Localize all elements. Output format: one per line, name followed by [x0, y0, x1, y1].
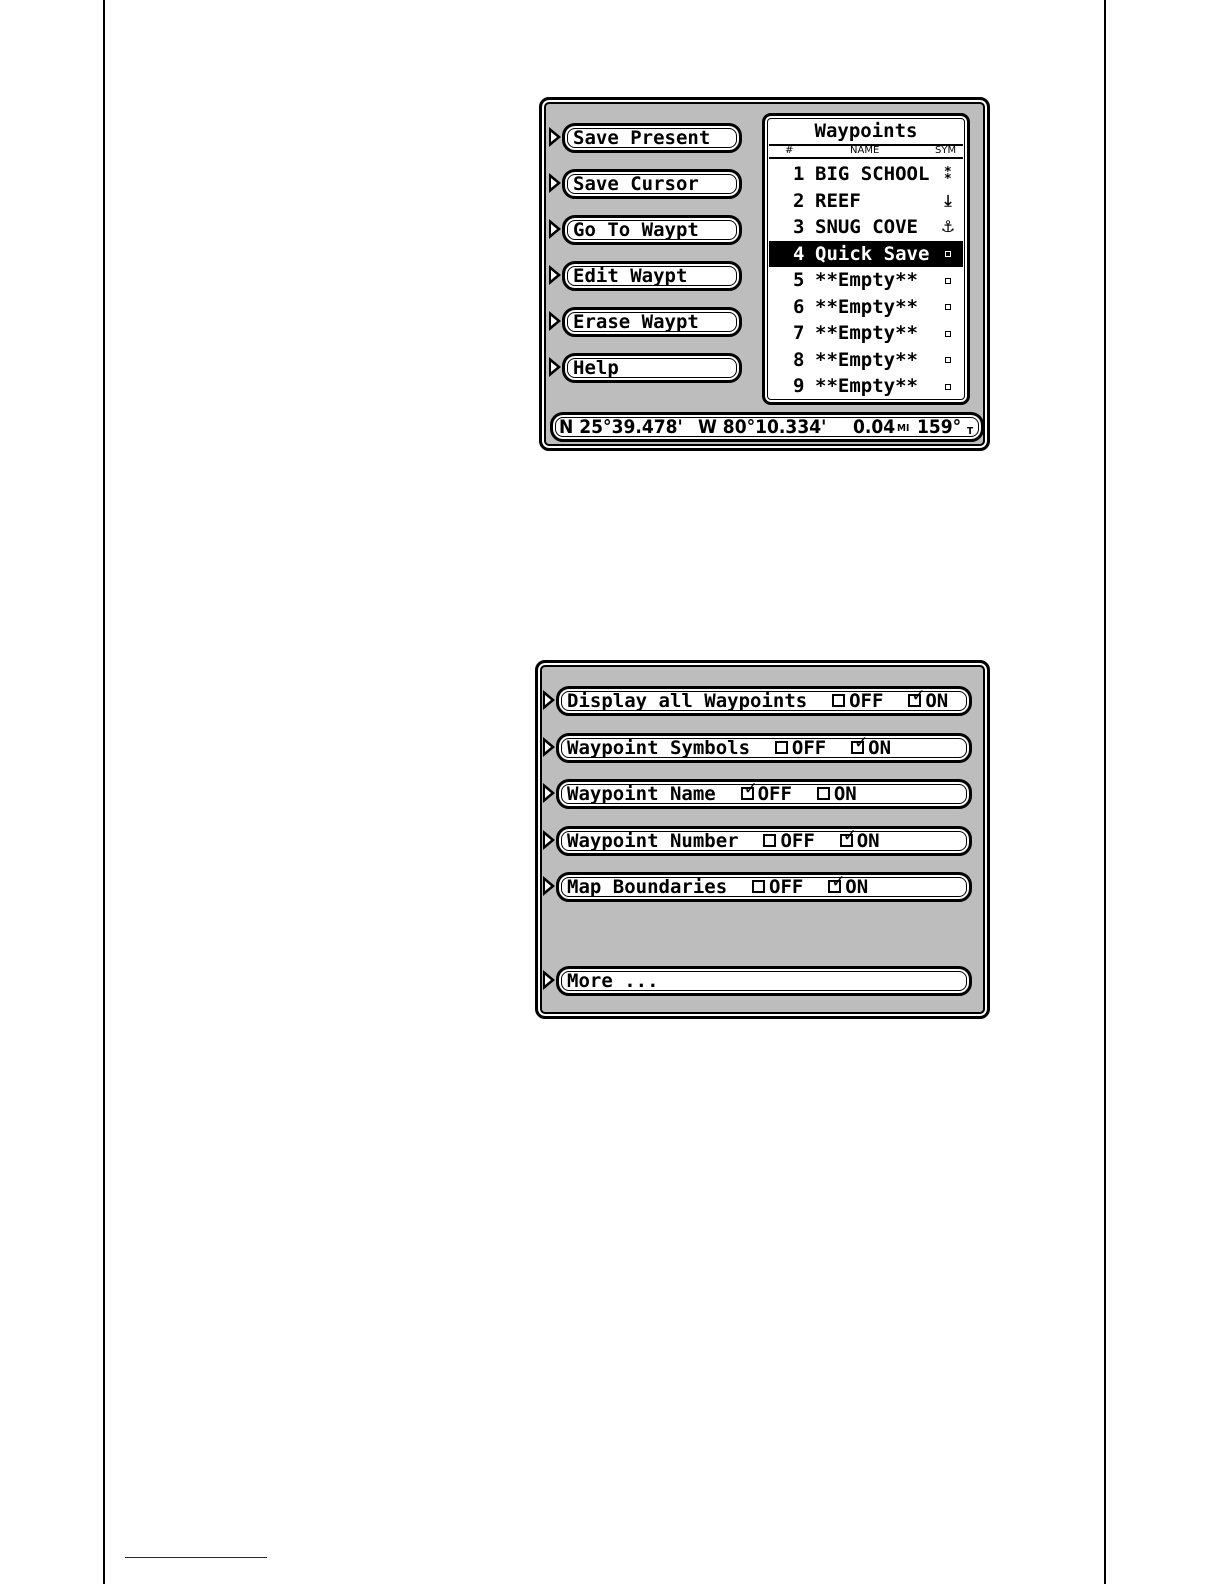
column-header-number: #	[785, 145, 794, 156]
more-button[interactable]: More ...	[556, 966, 972, 996]
off-label: OFF	[769, 876, 804, 898]
menu-arrow-icon	[549, 219, 561, 239]
page-margin-line-left	[103, 0, 105, 1584]
waypoint-list-title: Waypoints	[814, 120, 918, 142]
edit-waypoint-button[interactable]: Edit Waypt	[562, 261, 742, 291]
waypoint-row[interactable]	[769, 347, 963, 373]
waypoint-number: 1	[793, 163, 805, 185]
dot-icon	[939, 373, 957, 399]
bearing-readout: 159°	[917, 416, 962, 438]
option-toggle-button[interactable]	[556, 733, 972, 763]
distance-readout: 0.04	[853, 416, 896, 438]
position-status-bar	[550, 412, 984, 442]
erase-waypoint-button[interactable]: Erase Waypt	[562, 307, 742, 337]
on-label: ON	[833, 783, 857, 805]
waypoint-row[interactable]	[769, 320, 963, 346]
menu-arrow-icon	[543, 783, 555, 803]
waypoint-row[interactable]	[769, 241, 963, 267]
on-label: ON	[845, 876, 869, 898]
menu-arrow-icon	[549, 311, 561, 331]
waypoint-menu-screen	[539, 97, 990, 451]
waypoint-row[interactable]	[769, 188, 963, 214]
waypoint-name: Quick Save	[815, 242, 930, 265]
waypoint-number: 5	[793, 269, 805, 291]
on-checkbox[interactable]	[817, 787, 830, 800]
menu-arrow-icon	[549, 173, 561, 193]
on-checkbox[interactable]	[851, 741, 864, 754]
menu-arrow-icon	[543, 737, 555, 757]
on-checkbox[interactable]	[840, 834, 853, 847]
option-label: Waypoint Symbols	[567, 736, 751, 759]
reef-icon: ⤓	[944, 190, 952, 210]
on-checkbox[interactable]	[828, 880, 841, 893]
waypoint-number: 8	[793, 348, 805, 371]
fish-school-icon: ⁑	[943, 164, 953, 183]
bearing-unit: T	[967, 426, 974, 437]
save-present-button[interactable]: Save Present	[562, 123, 742, 153]
option-toggle-button[interactable]	[556, 686, 972, 716]
dot-icon	[939, 267, 957, 293]
option-toggle-button[interactable]	[556, 872, 972, 902]
waypoint-name: **Empty**	[815, 322, 918, 344]
off-label: OFF	[791, 736, 827, 759]
divider	[769, 157, 963, 159]
waypoint-row[interactable]	[769, 214, 963, 240]
column-header-symbol: SYM	[935, 145, 957, 156]
waypoint-row[interactable]	[769, 161, 963, 187]
waypoint-name: **Empty**	[815, 348, 918, 371]
page-margin-line-right	[1104, 0, 1106, 1584]
off-checkbox[interactable]	[832, 694, 845, 707]
waypoint-row[interactable]	[769, 294, 963, 320]
off-checkbox[interactable]	[775, 741, 788, 754]
off-label: OFF	[757, 783, 792, 805]
off-label: OFF	[849, 690, 884, 712]
waypoint-list-panel	[762, 113, 970, 405]
menu-arrow-icon	[549, 265, 561, 285]
dot-icon	[939, 320, 957, 346]
dot-icon	[939, 347, 957, 373]
off-label: OFF	[780, 829, 815, 852]
on-label: ON	[868, 736, 892, 759]
on-label: ON	[925, 690, 949, 712]
option-toggle-button[interactable]	[556, 779, 972, 809]
waypoint-name: **Empty**	[815, 269, 918, 291]
longitude-readout: W 80°10.334'	[698, 416, 827, 438]
option-label: Display all Waypoints	[567, 690, 808, 712]
help-button[interactable]: Help	[562, 353, 742, 383]
waypoint-number: 2	[793, 189, 805, 212]
anchor-icon: ⚓	[940, 217, 956, 236]
menu-arrow-icon	[543, 876, 555, 896]
waypoint-name: SNUG COVE	[815, 216, 918, 238]
option-label: Waypoint Name	[567, 783, 716, 805]
waypoint-number: 3	[793, 216, 805, 238]
waypoint-row[interactable]	[769, 267, 963, 293]
waypoint-name: **Empty**	[815, 295, 918, 318]
menu-arrow-icon	[543, 690, 555, 710]
menu-arrow-icon	[543, 970, 555, 990]
footnote-separator	[125, 1557, 267, 1558]
waypoint-name: **Empty**	[815, 375, 918, 397]
latitude-readout: N 25°39.478'	[559, 416, 683, 438]
save-cursor-button[interactable]: Save Cursor	[562, 169, 742, 199]
waypoint-number: 6	[793, 295, 805, 318]
waypoint-number: 7	[793, 322, 805, 344]
option-label: Map Boundaries	[567, 876, 728, 898]
menu-arrow-icon	[549, 357, 561, 377]
off-checkbox[interactable]	[741, 787, 754, 800]
option-toggle-button[interactable]	[556, 826, 972, 856]
go-to-waypoint-button[interactable]: Go To Waypt	[562, 215, 742, 245]
column-header-name: NAME	[850, 145, 880, 156]
off-checkbox[interactable]	[752, 880, 765, 893]
waypoint-options-screen	[535, 660, 990, 1019]
menu-arrow-icon	[543, 830, 555, 850]
off-checkbox[interactable]	[763, 834, 776, 847]
option-label: Waypoint Number	[567, 829, 739, 852]
waypoint-row[interactable]	[769, 373, 963, 399]
waypoint-number: 4	[793, 242, 805, 265]
on-label: ON	[856, 829, 880, 852]
waypoint-name: REEF	[815, 189, 861, 212]
waypoint-number: 9	[793, 375, 805, 397]
dot-icon	[939, 241, 957, 267]
on-checkbox[interactable]	[908, 694, 921, 707]
waypoint-name: BIG SCHOOL	[815, 163, 930, 185]
menu-arrow-icon	[549, 127, 561, 147]
distance-unit: MI	[897, 423, 910, 434]
dot-icon	[939, 294, 957, 320]
